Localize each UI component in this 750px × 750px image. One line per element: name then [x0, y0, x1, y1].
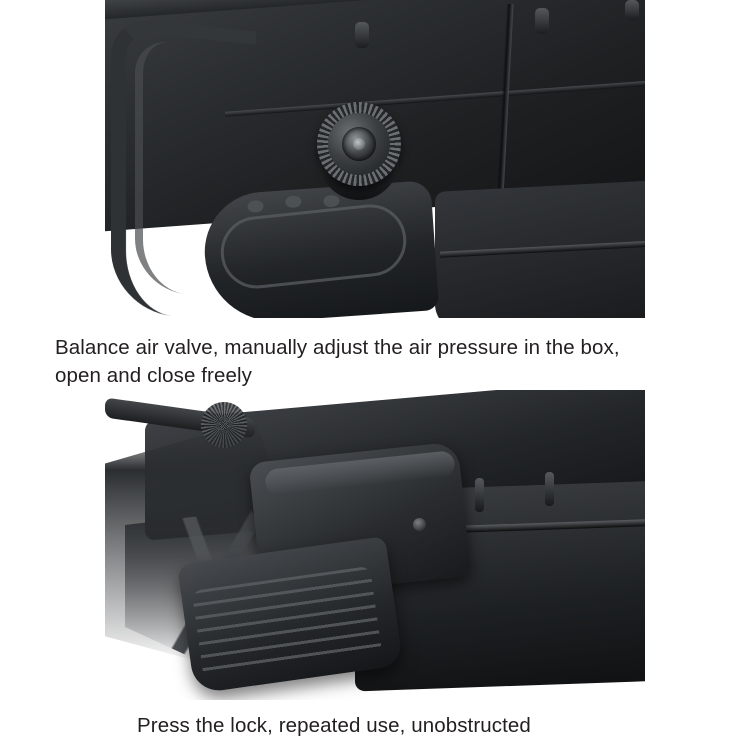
- case-screw: [413, 518, 426, 531]
- caption-line: Press the lock, repeated use, unobstructed: [137, 714, 531, 737]
- case-nub: [535, 8, 549, 34]
- latch-grip-dot: [285, 195, 302, 208]
- case-rib: [475, 478, 484, 512]
- balance-air-valve-caption: [55, 334, 705, 390]
- balance-air-valve-knob: [317, 102, 409, 202]
- press-lock-photo: [105, 390, 645, 700]
- latch-grip-outline: [217, 201, 410, 292]
- case-nub: [625, 0, 639, 20]
- case-nub: [355, 22, 369, 48]
- caption-line: Balance air valve, manually adjust the air pressure in the box,: [55, 336, 620, 359]
- case-rib: [545, 472, 554, 506]
- valve-knob-pin: [353, 138, 365, 150]
- balance-air-valve-photo: [105, 0, 645, 318]
- press-lock-caption: [137, 712, 697, 740]
- caption-line: open and close freely: [55, 364, 252, 387]
- latch-grip-dot: [247, 200, 264, 213]
